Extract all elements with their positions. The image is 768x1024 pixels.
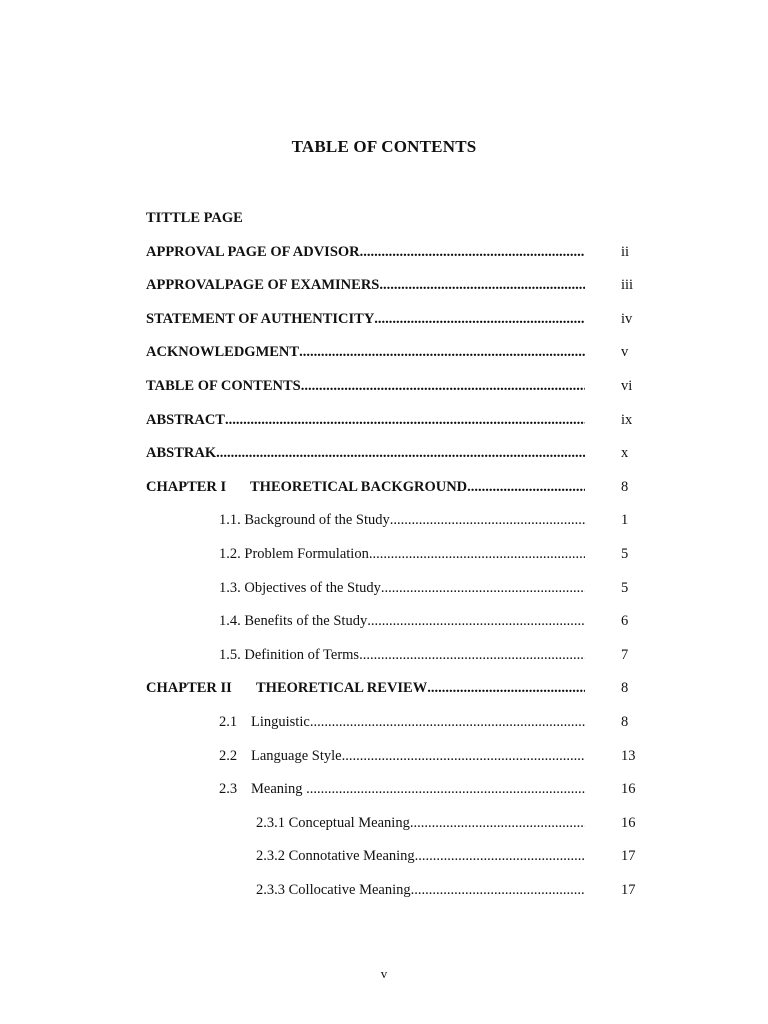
toc-entry bbox=[0, 645, 768, 679]
toc-entry-label: ABSTRAK bbox=[146, 445, 217, 462]
toc-entry bbox=[0, 611, 768, 645]
toc-page-number: 1 bbox=[621, 512, 629, 529]
toc-entry-label bbox=[219, 746, 342, 766]
dot-leader bbox=[225, 410, 585, 430]
toc-entry-label: STATEMENT OF AUTHENTICITY bbox=[146, 310, 375, 327]
toc-entry bbox=[0, 242, 768, 276]
toc-entry bbox=[0, 275, 768, 309]
chapter-number: CHAPTER II bbox=[146, 680, 232, 697]
toc-page-number: 17 bbox=[621, 881, 636, 898]
toc-entry-text bbox=[256, 813, 585, 833]
toc-page-number: 8 bbox=[621, 680, 629, 697]
toc-entry bbox=[0, 880, 768, 914]
toc-entry bbox=[0, 544, 768, 578]
dot-leader bbox=[415, 846, 585, 866]
page-title: TABLE OF CONTENTS bbox=[291, 137, 477, 156]
table-of-contents bbox=[0, 208, 768, 913]
toc-entry bbox=[0, 443, 768, 477]
dot-leader bbox=[310, 712, 585, 732]
toc-page-number: 16 bbox=[621, 781, 636, 798]
toc-entry-text bbox=[146, 208, 243, 228]
toc-entry bbox=[0, 309, 768, 343]
toc-entry-text bbox=[219, 645, 585, 665]
toc-entry bbox=[0, 779, 768, 813]
page-number-footer: v bbox=[380, 966, 388, 981]
toc-entry-label bbox=[219, 712, 310, 732]
toc-entry-text bbox=[219, 779, 585, 799]
chapter-number: CHAPTER I bbox=[146, 478, 227, 495]
toc-page-number: iv bbox=[621, 310, 633, 327]
section-title: Meaning bbox=[251, 781, 307, 798]
toc-entry-label bbox=[146, 477, 467, 497]
dot-leader bbox=[342, 746, 585, 766]
toc-page-number: 5 bbox=[621, 579, 629, 596]
toc-entry-text bbox=[219, 578, 585, 598]
toc-entry-text bbox=[219, 712, 585, 732]
toc-page-number: 17 bbox=[621, 848, 636, 865]
toc-entry-label: ABSTRACT bbox=[146, 411, 225, 428]
toc-entry-label: 1.4. Benefits of the Study bbox=[219, 613, 368, 630]
toc-entry-text bbox=[146, 678, 585, 698]
toc-entry-label: 1.3. Objectives of the Study bbox=[219, 579, 381, 596]
toc-entry-text bbox=[146, 309, 585, 329]
toc-entry-text bbox=[219, 746, 585, 766]
dot-leader bbox=[360, 242, 585, 262]
toc-entry-label: TABLE OF CONTENTS bbox=[146, 377, 301, 394]
toc-page-number: v bbox=[621, 344, 629, 361]
toc-entry-label: 1.5. Definition of Terms bbox=[219, 646, 360, 663]
toc-entry-label bbox=[219, 779, 306, 799]
chapter-title: THEORETICAL BACKGROUND bbox=[250, 478, 468, 495]
dot-leader bbox=[381, 578, 585, 598]
toc-entry-text bbox=[256, 880, 585, 900]
toc-entry bbox=[0, 678, 768, 712]
toc-entry bbox=[0, 746, 768, 780]
section-number: 2.2 bbox=[219, 747, 238, 764]
dot-leader bbox=[367, 611, 585, 631]
toc-entry bbox=[0, 813, 768, 847]
toc-page-number: iii bbox=[621, 277, 634, 294]
toc-page-number: 16 bbox=[621, 814, 636, 831]
toc-entry-text bbox=[146, 242, 585, 262]
section-title: Linguistic bbox=[251, 713, 310, 730]
dot-leader bbox=[216, 443, 585, 463]
toc-page-number: 13 bbox=[621, 747, 636, 764]
toc-page-number: 8 bbox=[621, 478, 629, 495]
toc-page-number: 8 bbox=[621, 713, 629, 730]
dot-leader bbox=[306, 779, 585, 799]
dot-leader bbox=[411, 880, 585, 900]
dot-leader bbox=[467, 477, 585, 497]
toc-entry-text bbox=[146, 275, 585, 295]
dot-leader bbox=[410, 813, 585, 833]
toc-page-number: 7 bbox=[621, 646, 629, 663]
toc-entry-text bbox=[219, 544, 585, 564]
toc-entry-text bbox=[256, 846, 585, 866]
toc-entry-text bbox=[146, 477, 585, 497]
dot-leader bbox=[379, 275, 585, 295]
toc-page-number: 6 bbox=[621, 613, 629, 630]
toc-entry-text bbox=[146, 376, 585, 396]
chapter-title: THEORETICAL REVIEW bbox=[256, 680, 428, 697]
toc-entry bbox=[0, 376, 768, 410]
section-number: 2.3 bbox=[219, 781, 238, 798]
toc-entry-label bbox=[146, 678, 427, 698]
toc-page-number: ix bbox=[621, 411, 633, 428]
toc-page-number: ii bbox=[621, 243, 630, 260]
dot-leader bbox=[301, 376, 585, 396]
toc-entry-label: 1.2. Problem Formulation bbox=[219, 545, 369, 562]
toc-entry bbox=[0, 712, 768, 746]
toc-entry-label: APPROVALPAGE OF EXAMINERS bbox=[146, 277, 380, 294]
toc-page-number: vi bbox=[621, 377, 633, 394]
dot-leader bbox=[427, 678, 585, 698]
toc-entry bbox=[0, 477, 768, 511]
toc-entry-text bbox=[219, 611, 585, 631]
toc-entry-label: TITTLE PAGE bbox=[146, 210, 243, 226]
toc-entry bbox=[0, 510, 768, 544]
toc-entry bbox=[0, 578, 768, 612]
toc-entry-text bbox=[146, 410, 585, 430]
dot-leader bbox=[374, 309, 585, 329]
toc-entry-label: APPROVAL PAGE OF ADVISOR bbox=[146, 243, 360, 260]
toc-entry bbox=[0, 208, 768, 242]
toc-entry bbox=[0, 410, 768, 444]
toc-page-number: x bbox=[621, 445, 629, 462]
toc-entry bbox=[0, 846, 768, 880]
dot-leader bbox=[299, 342, 585, 362]
toc-entry-text bbox=[146, 342, 585, 362]
section-number: 2.1 bbox=[219, 713, 238, 730]
toc-entry bbox=[0, 342, 768, 376]
toc-entry-label: 1.1. Background of the Study bbox=[219, 512, 390, 529]
toc-entry-label: ACKNOWLEDGMENT bbox=[146, 344, 300, 361]
toc-entry-text bbox=[146, 443, 585, 463]
dot-leader bbox=[390, 510, 585, 530]
toc-entry-label: 2.3.3 Collocative Meaning bbox=[256, 881, 411, 898]
dot-leader bbox=[369, 544, 585, 564]
toc-entry-label: 2.3.2 Connotative Meaning bbox=[256, 848, 415, 865]
dot-leader bbox=[359, 645, 585, 665]
toc-entry-text bbox=[219, 510, 585, 530]
section-title: Language Style bbox=[251, 747, 342, 764]
toc-page-number: 5 bbox=[621, 545, 629, 562]
toc-entry-label: 2.3.1 Conceptual Meaning bbox=[256, 814, 410, 831]
